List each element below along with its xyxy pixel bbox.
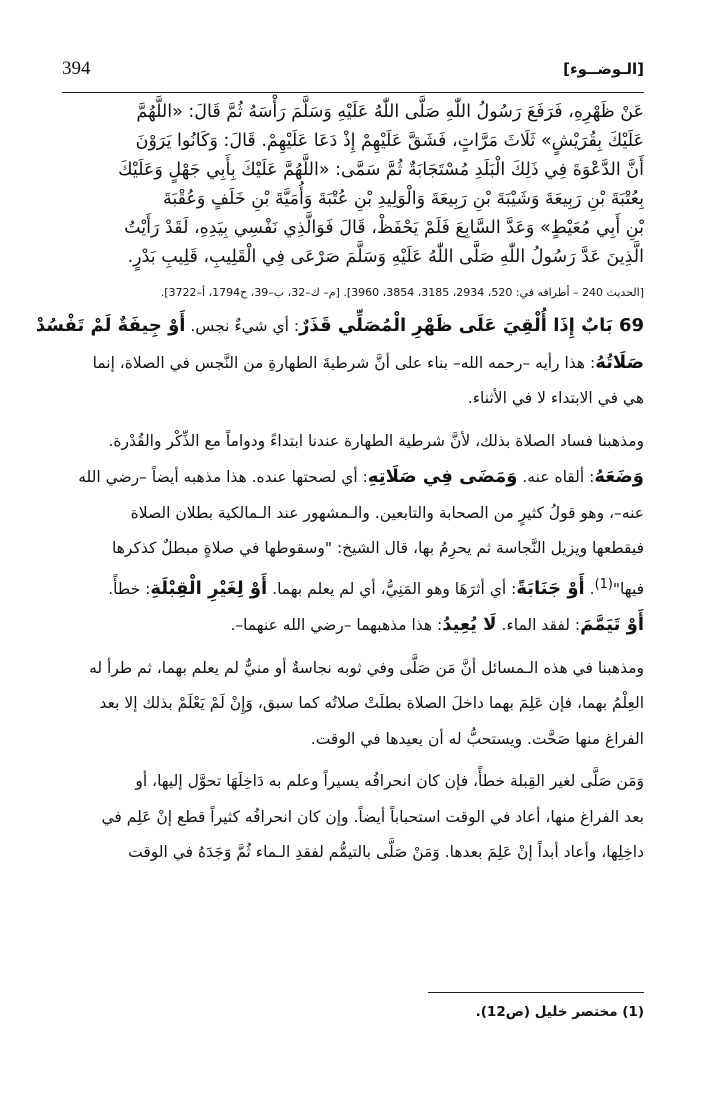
commentary-text: : هذا مذهبهما –رضي الله عنهما–.: [230, 616, 443, 635]
commentary-text: : أي لصحتها عنده. هذا مذهبه أيضاً –رضي الله: [78, 468, 368, 486]
chapter-heading-line: [35, 308, 644, 345]
page-header: [62, 58, 644, 88]
footnote: (1) مختصر خليل (ص12).: [475, 1004, 644, 1020]
hadith-text: [62, 98, 644, 272]
commentary-text: : هذا رأيه –رحمه الله– بناء على أنَّ شرطيةَ الطهارةِ من النَّجس في الصلاة، إنما: [92, 353, 596, 372]
commentary-line: ومذهبنا فساد الصلاة بذلك، لأنَّ شرطية الطهارة عندنا ابتداءً ودواماً مع الذِّكْر والقُدْرة.: [108, 431, 644, 450]
commentary-line: ومذهبنا في هذه الـمسائل أنَّ مَن صَلَّى وفي ثوبه نجاسةٌ أو منيٌّ لم يعلم بهما، ثم طرأ له: [89, 658, 644, 677]
footnote-rule: [428, 992, 644, 993]
commentary-line: العِلْمُ بهما، فإن عَلِمَ بهما داخلَ الصلاة بطلَتْ صلاتُه كما سبق، وَإِنْ لَمْ يَعْلَمْ بذلك إلا بعد: [99, 694, 644, 713]
commentary-line: وَمَن صَلَّى لغير القِبلة خطأً، فإن كان انحرافُه يسيراً وعلم به دَاخِلَهَا تحوَّل إليها، أو: [135, 772, 644, 791]
commentary-line: داخِلِها، وأعاد أبداً إنْ عَلِمَ بعدها. وَمَنْ صَلَّى بالتيمُّم لفقدِ الـماء ثُمَّ وَجَدَهُ في الوقت: [128, 843, 644, 862]
quoted-term: صَلَاتُهُ: [595, 351, 644, 373]
commentary-line: عنه–، وهو قولُ كثيرٍ من الصحابة والتابعين. والـمشهور عند الـمالكية بطلان الصلاة: [130, 503, 644, 522]
section-label: [الـوضــوء]: [563, 60, 644, 78]
commentary-line: بعد الفراغ منها، أعاد في الوقت استحباباً أيضاً. وإن كان انحرافُه كثيراً قطع إنْ عَلِم في: [101, 807, 644, 826]
quoted-term: لَا يُعِيدُ: [442, 614, 497, 636]
commentary-line: هي في الابتداء لا في الأثناء.: [467, 389, 644, 407]
commentary-text: : أي شيءٌ نجس.: [185, 317, 300, 335]
commentary-text: : ألقاه عنه.: [517, 468, 595, 486]
header-rule: [62, 92, 644, 93]
hadith-line: الَّذِينَ عَدَّ رَسُولُ اللّٰهِ صَلَّى اللّٰهُ عَلَيْهِ وَسَلَّمَ صَرْعَى فِي الْقَلِيبِ، قَلِيبِ بَدْرٍ.: [127, 247, 644, 267]
quoted-term: وَمَضَى فِي صَلَاتِهِ: [367, 466, 518, 487]
quoted-term: وَضَعَهُ: [594, 466, 644, 487]
hadith-line: عَنْ ظَهْرِهِ، فَرَفَعَ رَسُولُ اللّٰهِ صَلَّى اللّٰهُ عَلَيْهِ وَسَلَّمَ رَأْسَهُ ثُمَّ قَالَ: «اللَّهُمَّ: [136, 102, 644, 122]
quoted-term: أَوْ تَيَمَّمَ: [580, 614, 644, 636]
commentary-text: .: [584, 579, 595, 598]
quoted-term: أَوْ لِغَيْرِ الْقِبْلَةِ: [150, 577, 268, 599]
quoted-term: أَوْ جِيفَةٌ لَمْ تَفْسُدْ: [35, 315, 186, 336]
footnote-marker: (1): [594, 576, 613, 592]
hadith-line: أَنَّ الدَّعْوَةَ فِي ذَلِكَ الْبَلَدِ مُسْتَجَابَةٌ ثُمَّ سَمَّى: «اللَّهُمَّ عَلَيْكَ بِأَبِي جَهْلٍ وَعَلَيْكَ: [118, 160, 644, 180]
commentary: [35, 308, 644, 871]
commentary-line: [62, 607, 644, 644]
commentary-text: : خطأً.: [108, 579, 151, 598]
commentary-text: فيها": [612, 579, 644, 598]
hadith-line: عَلَيْكَ بِقُرَيْشٍ» ثَلَاثَ مَرَّاتٍ، فَشَقَّ عَلَيْهِمْ إِذْ دَعَا عَلَيْهِمْ. قَالَ: وَكَانُوا يَرَوْنَ: [135, 131, 644, 151]
hadith-line: بْنِ أَبِي مُعَيْطٍ» وَعَدَّ السَّابِعَ فَلَمْ يَحْفَظْ، قَالَ فَوَالَّذِي نَفْسِي بِيَدِهِ، لَقَدْ رَأَيْتُ: [124, 218, 644, 238]
commentary-line: فيقطعها ويزيل النَّجاسة ثم يحرِمُ بها، قال الشيخ: "وسقوطها في صلاةٍ مبطلٌ كذكرها: [112, 539, 644, 557]
commentary-line: [62, 567, 644, 608]
commentary-line: [62, 459, 644, 496]
hadith-references: [الحديث 240 – أطرافه في: 520، 2934، 3185، 3854، 3960]. [م– ك–32، ب–39، ح1794، أ–3722].: [160, 286, 644, 299]
quoted-term: أَوْ جَنَابَةً: [516, 577, 585, 599]
hadith-line: بِعُتْبَةَ بْنِ رَبِيعَةَ وَشَيْبَةَ بْنِ رَبِيعَةَ وَالْوَلِيدِ بْنِ عُتْبَةَ وَأُمَيَّةَ بْنِ خَلَفٍ وَعُقْبَةَ: [162, 189, 644, 209]
commentary-line: الفراغ منها صَحَّت. ويستحبُّ له أن يعيدها في الوقت.: [310, 729, 644, 748]
commentary-text: : لفقد الماء.: [496, 616, 581, 635]
page-number: 394: [62, 58, 91, 79]
chapter-title: 69 بَابٌ إِذَا أُلْقِيَ عَلَى ظَهْرِ الْمُصَلِّي قَذَرٌ: [299, 315, 644, 336]
commentary-text: : أي أثرَهَا وهو المَنِيُّ، أي لم يعلم بهما.: [267, 579, 517, 598]
commentary-line: [62, 345, 644, 382]
